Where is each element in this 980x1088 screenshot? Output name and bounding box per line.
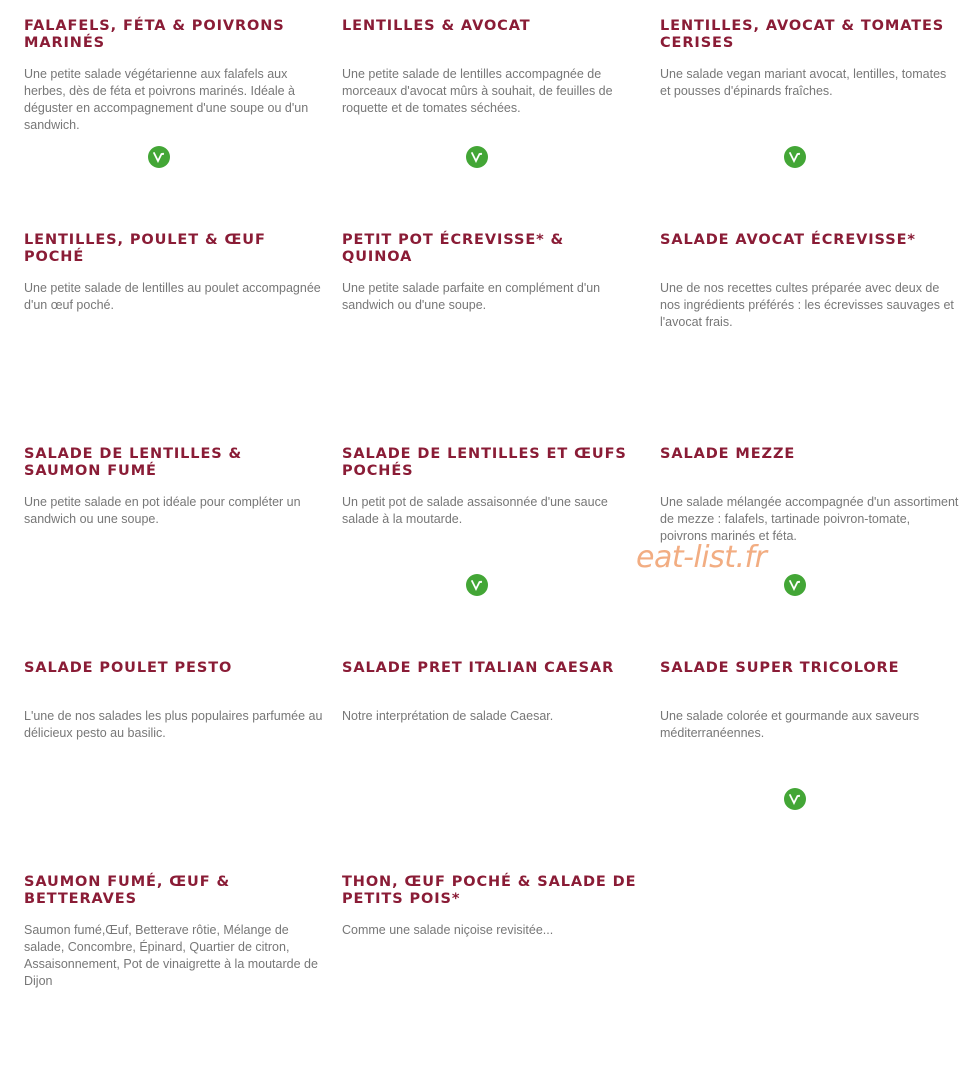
product-description: Une petite salade parfaite en complément d'un sandwich ou d'une soupe. <box>342 281 601 312</box>
product-description: Notre interprétation de salade Caesar. <box>342 709 554 723</box>
product-description: Une petite salade de lentilles accompagnée de morceaux d'avocat mûrs à souhait, de feuilles de roquette et de tomates séchées. <box>342 67 613 115</box>
product-title[interactable]: THON, ŒUF POCHÉ & SALADE DE PETITS POIS* <box>342 874 637 907</box>
product-card[interactable] <box>342 232 660 446</box>
product-description: Une petite salade végétarienne aux falafels aux herbes, dès de féta et poivrons marinés. Idéale à déguster en accompagnement d'une soupe ou d'un sandwich. <box>24 67 309 132</box>
product-card[interactable] <box>24 660 342 874</box>
product-title[interactable]: SALADE DE LENTILLES ET ŒUFS POCHÉS <box>342 446 627 479</box>
product-description: Une salade colorée et gourmande aux saveurs méditerranéennes. <box>660 709 920 740</box>
product-description: Une salade vegan mariant avocat, lentilles, tomates et pousses d'épinards fraîches. <box>660 67 947 98</box>
product-description: Un petit pot de salade assaisonnée d'une sauce salade à la moutarde. <box>342 495 608 526</box>
product-card[interactable] <box>660 232 964 446</box>
vegetarian-leaf-icon <box>784 574 806 596</box>
product-title[interactable]: SALADE MEZZE <box>660 446 796 462</box>
product-title[interactable]: PETIT POT ÉCREVISSE* & QUINOA <box>342 232 565 265</box>
product-title[interactable]: LENTILLES & AVOCAT <box>342 18 531 34</box>
product-card[interactable] <box>342 18 660 232</box>
product-title[interactable]: LENTILLES, POULET & ŒUF POCHÉ <box>24 232 266 265</box>
salad-grid <box>24 18 964 1088</box>
product-card[interactable] <box>24 874 342 1088</box>
product-title[interactable]: SALADE PRET ITALIAN CAESAR <box>342 660 615 676</box>
product-card[interactable] <box>342 874 660 1088</box>
product-card[interactable] <box>24 232 342 446</box>
product-card[interactable] <box>660 18 964 232</box>
product-card[interactable] <box>24 18 342 232</box>
product-description: Comme une salade niçoise revisitée... <box>342 923 554 937</box>
product-card[interactable] <box>660 660 964 874</box>
vegetarian-leaf-icon <box>148 146 170 168</box>
product-description: Une salade mélangée accompagnée d'un assortiment de mezze : falafels, tartinade poivron-tomate, poivrons marinés et féta. <box>660 495 959 543</box>
vegetarian-leaf-icon <box>784 788 806 810</box>
product-description: Saumon fumé,Œuf, Betterave rôtie, Mélange de salade, Concombre, Épinard, Quartier de citron, Assaisonnement, Pot de vinaigrette à la moutarde de Dijon <box>24 923 318 988</box>
product-card[interactable] <box>342 660 660 874</box>
product-title[interactable]: SALADE POULET PESTO <box>24 660 233 676</box>
vegetarian-leaf-icon <box>466 146 488 168</box>
product-card[interactable] <box>24 446 342 660</box>
product-description: Une petite salade de lentilles au poulet accompagnée d'un œuf poché. <box>24 281 321 312</box>
product-description: Une de nos recettes cultes préparée avec deux de nos ingrédients préférés : les écrevisses sauvages et l'avocat frais. <box>660 281 954 329</box>
product-title[interactable]: SAUMON FUMÉ, ŒUF & BETTERAVES <box>24 874 230 907</box>
product-title[interactable]: SALADE DE LENTILLES & SAUMON FUMÉ <box>24 446 243 479</box>
vegetarian-leaf-icon <box>466 574 488 596</box>
vegetarian-leaf-icon <box>784 146 806 168</box>
product-title[interactable]: SALADE AVOCAT ÉCREVISSE* <box>660 232 916 248</box>
watermark-text: eat-list.fr <box>636 540 767 575</box>
product-card[interactable] <box>342 446 660 660</box>
product-description: Une petite salade en pot idéale pour compléter un sandwich ou une soupe. <box>24 495 301 526</box>
product-title[interactable]: LENTILLES, AVOCAT & TOMATES CERISES <box>660 18 945 51</box>
product-title[interactable]: SALADE SUPER TRICOLORE <box>660 660 900 676</box>
product-description: L'une de nos salades les plus populaires parfumée au délicieux pesto au basilic. <box>24 709 323 740</box>
product-title[interactable]: FALAFELS, FÉTA & POIVRONS MARINÉS <box>24 18 285 51</box>
